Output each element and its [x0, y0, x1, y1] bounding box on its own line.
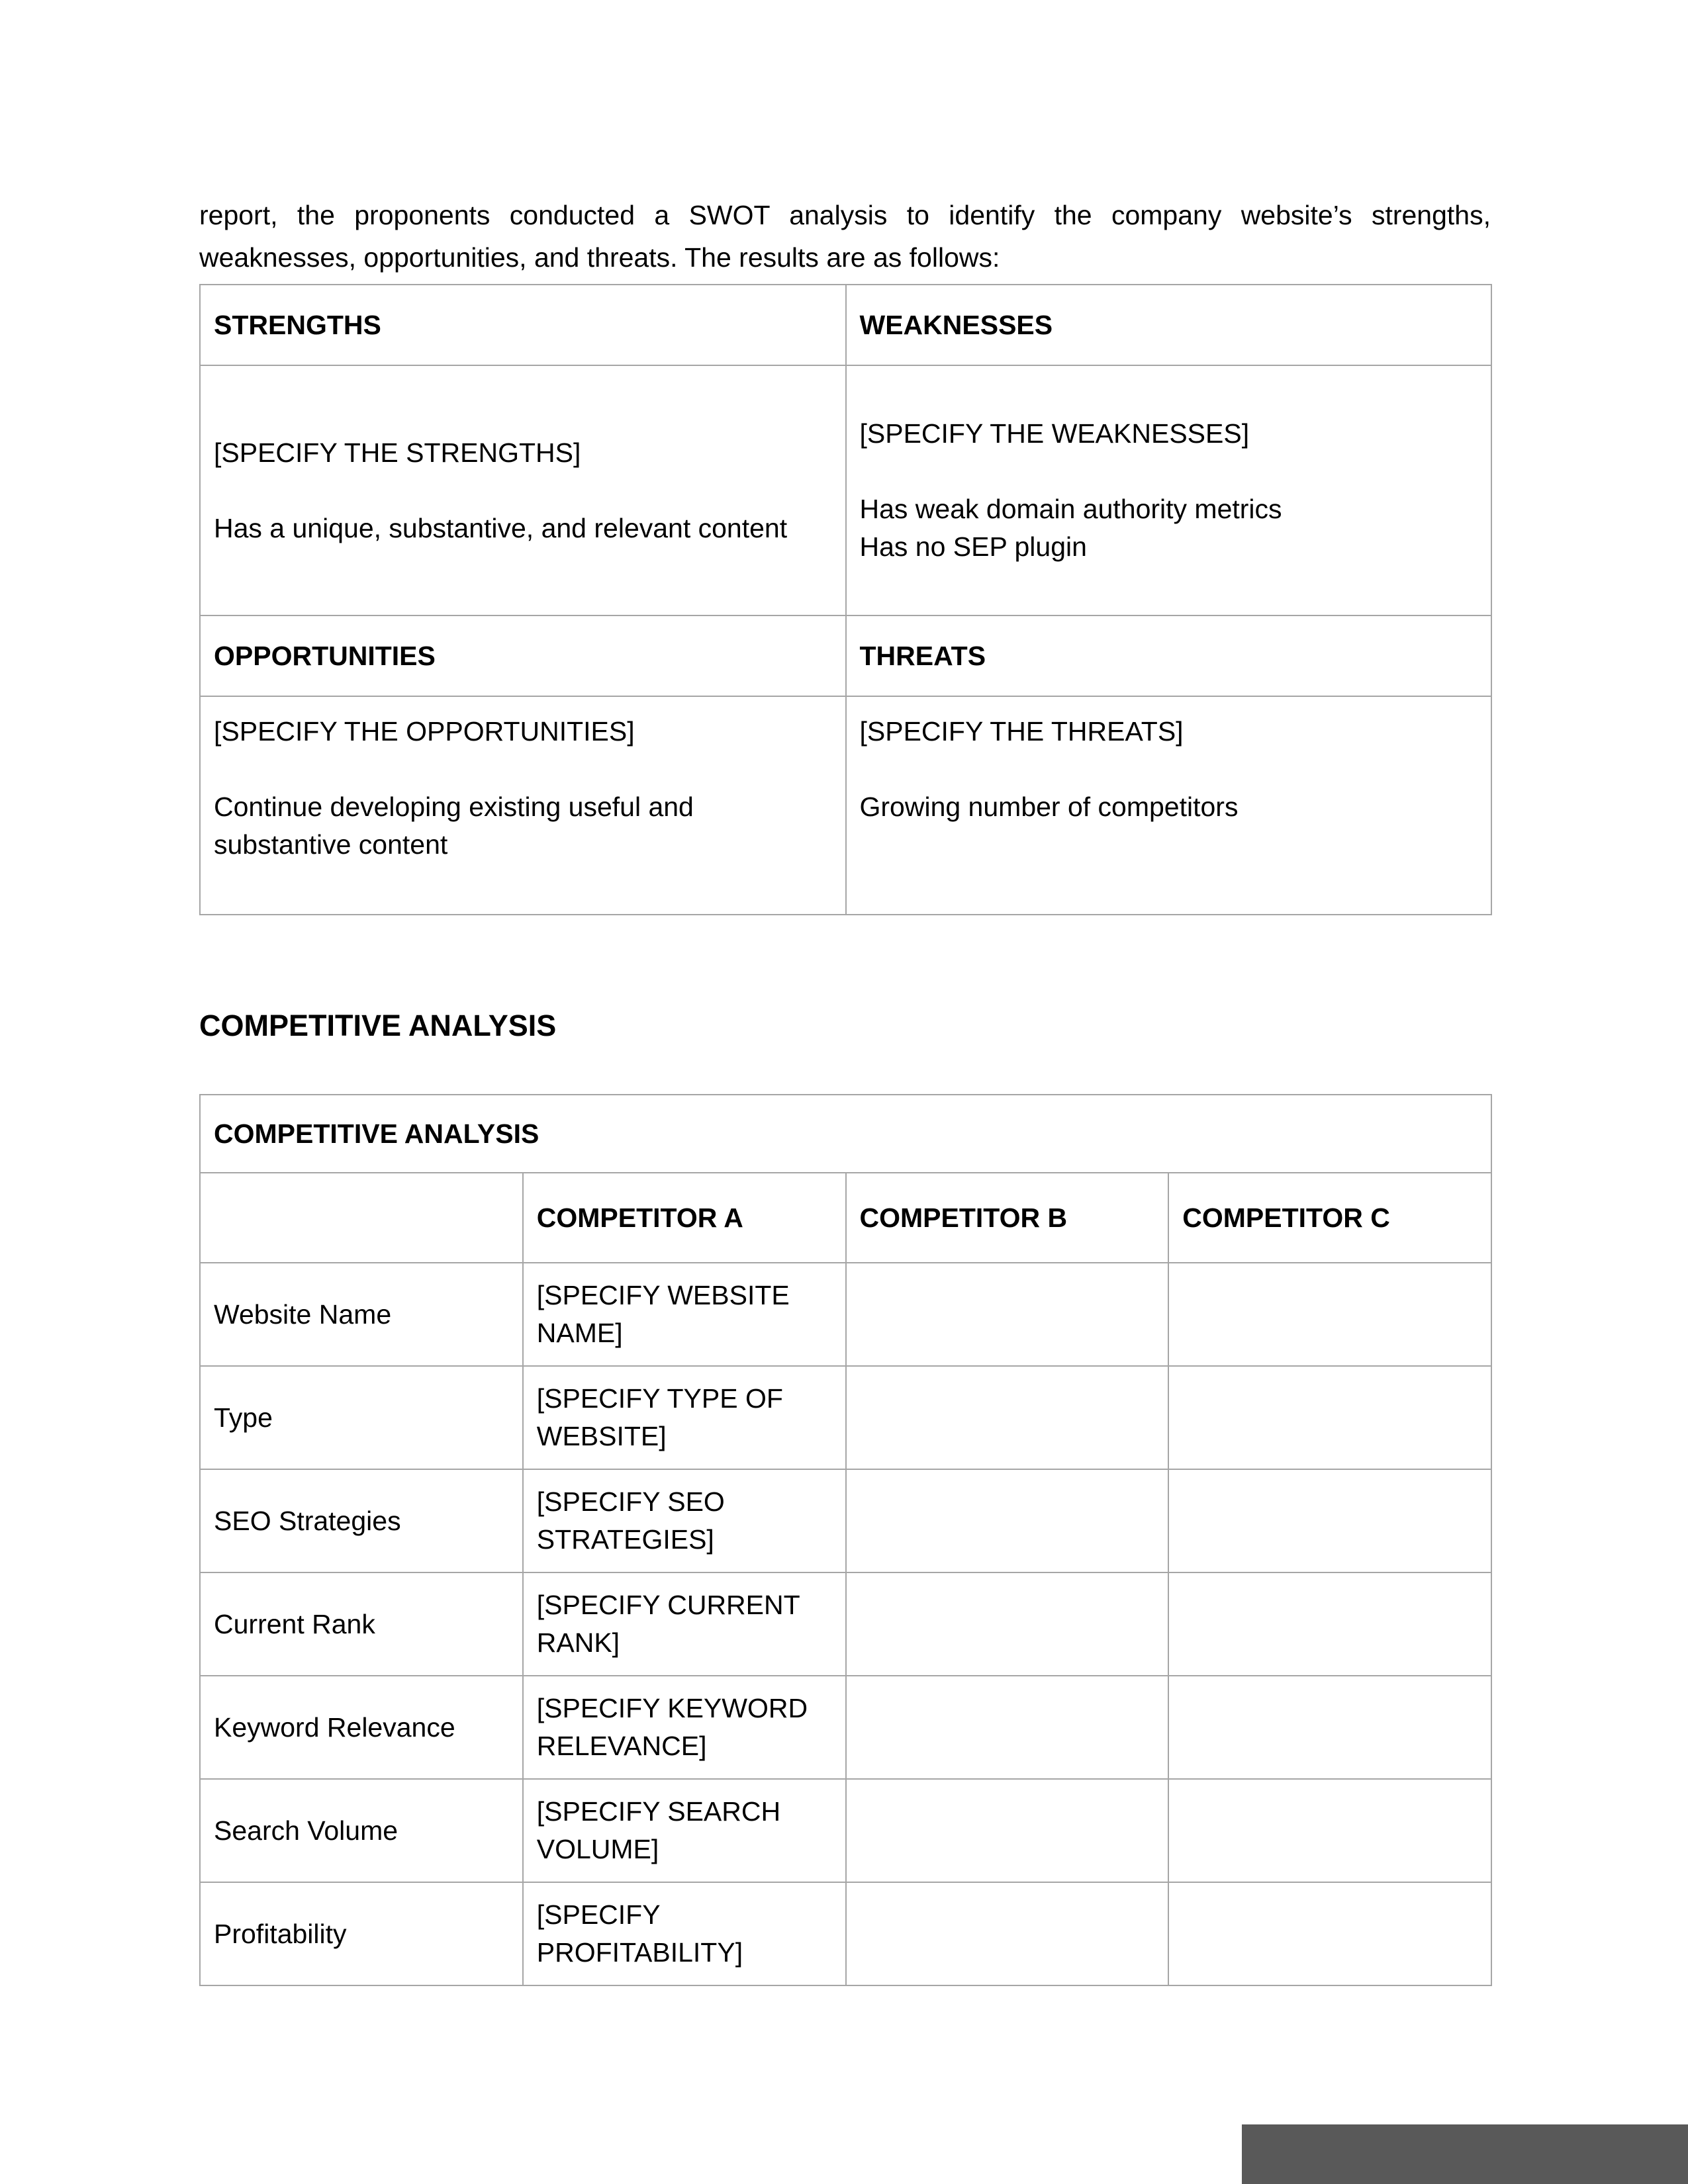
strengths-heading: STRENGTHS — [200, 285, 846, 365]
competitor-b-cell — [846, 1366, 1169, 1469]
column-header-competitor-b: COMPETITOR B — [846, 1173, 1169, 1263]
section-title: COMPETITIVE ANALYSIS — [199, 1009, 557, 1042]
competitor-a-cell: [SPECIFY CURRENT RANK] — [523, 1572, 846, 1676]
competitor-a-cell: [SPECIFY SEARCH VOLUME] — [523, 1779, 846, 1882]
competitor-c-cell — [1168, 1779, 1491, 1882]
strengths-cell — [200, 365, 846, 615]
competitor-a-cell: [SPECIFY KEYWORD RELEVANCE] — [523, 1676, 846, 1779]
competitor-b-cell — [846, 1676, 1169, 1779]
intro-line-1: report, the proponents conducted a SWOT analysis to identify the company website’s strengths, — [199, 200, 1491, 230]
competitor-a-cell: [SPECIFY PROFITABILITY] — [523, 1882, 846, 1985]
weaknesses-heading: WEAKNESSES — [846, 285, 1492, 365]
competitor-c-cell — [1168, 1882, 1491, 1985]
row-label: Profitability — [200, 1882, 523, 1985]
row-label: SEO Strategies — [200, 1469, 523, 1572]
column-header-competitor-a: COMPETITOR A — [523, 1173, 846, 1263]
competitor-b-cell — [846, 1779, 1169, 1882]
competitor-a-cell: [SPECIFY WEBSITE NAME] — [523, 1263, 846, 1366]
strengths-item: Has a unique, substantive, and relevant content — [214, 512, 788, 543]
row-label: Search Volume — [200, 1779, 523, 1882]
competitor-c-cell — [1168, 1263, 1491, 1366]
competitive-analysis-table — [199, 1094, 1492, 1986]
intro-paragraph — [199, 194, 1491, 279]
row-label: Keyword Relevance — [200, 1676, 523, 1779]
column-header-empty — [200, 1173, 523, 1263]
table-row — [200, 1366, 1491, 1469]
opportunities-cell — [200, 696, 846, 915]
threats-heading: THREATS — [846, 615, 1492, 696]
threats-cell — [846, 696, 1492, 915]
row-label: Current Rank — [200, 1572, 523, 1676]
weaknesses-item: Has weak domain authority metrics — [859, 494, 1282, 524]
competitor-a-cell: [SPECIFY TYPE OF WEBSITE] — [523, 1366, 846, 1469]
table-row — [200, 1572, 1491, 1676]
competitor-c-cell — [1168, 1676, 1491, 1779]
competitor-b-cell — [846, 1572, 1169, 1676]
table-row — [200, 1779, 1491, 1882]
swot-table — [199, 284, 1492, 915]
table-row — [200, 1263, 1491, 1366]
strengths-placeholder: [SPECIFY THE STRENGTHS] — [214, 437, 581, 468]
weaknesses-item: Has no SEP plugin — [859, 531, 1087, 562]
opportunities-item: Continue developing existing useful and substantive content — [214, 792, 694, 860]
competitor-c-cell — [1168, 1469, 1491, 1572]
footer-bar — [1242, 2124, 1688, 2184]
table-row — [200, 1882, 1491, 1985]
column-header-competitor-c: COMPETITOR C — [1168, 1173, 1491, 1263]
row-label: Type — [200, 1366, 523, 1469]
table-row — [200, 1469, 1491, 1572]
row-label: Website Name — [200, 1263, 523, 1366]
opportunities-placeholder: [SPECIFY THE OPPORTUNITIES] — [214, 716, 635, 747]
weaknesses-cell — [846, 365, 1492, 615]
competitor-b-cell — [846, 1882, 1169, 1985]
competitor-a-cell: [SPECIFY SEO STRATEGIES] — [523, 1469, 846, 1572]
competitor-c-cell — [1168, 1572, 1491, 1676]
threats-item: Growing number of competitors — [859, 792, 1239, 822]
competitor-b-cell — [846, 1469, 1169, 1572]
table-row — [200, 1676, 1491, 1779]
competitor-b-cell — [846, 1263, 1169, 1366]
table-title: COMPETITIVE ANALYSIS — [200, 1095, 1491, 1173]
weaknesses-placeholder: [SPECIFY THE WEAKNESSES] — [859, 418, 1250, 449]
intro-line-2: weaknesses, opportunities, and threats. The results are as follows: — [199, 242, 1000, 273]
opportunities-heading: OPPORTUNITIES — [200, 615, 846, 696]
competitor-c-cell — [1168, 1366, 1491, 1469]
threats-placeholder: [SPECIFY THE THREATS] — [859, 716, 1184, 747]
